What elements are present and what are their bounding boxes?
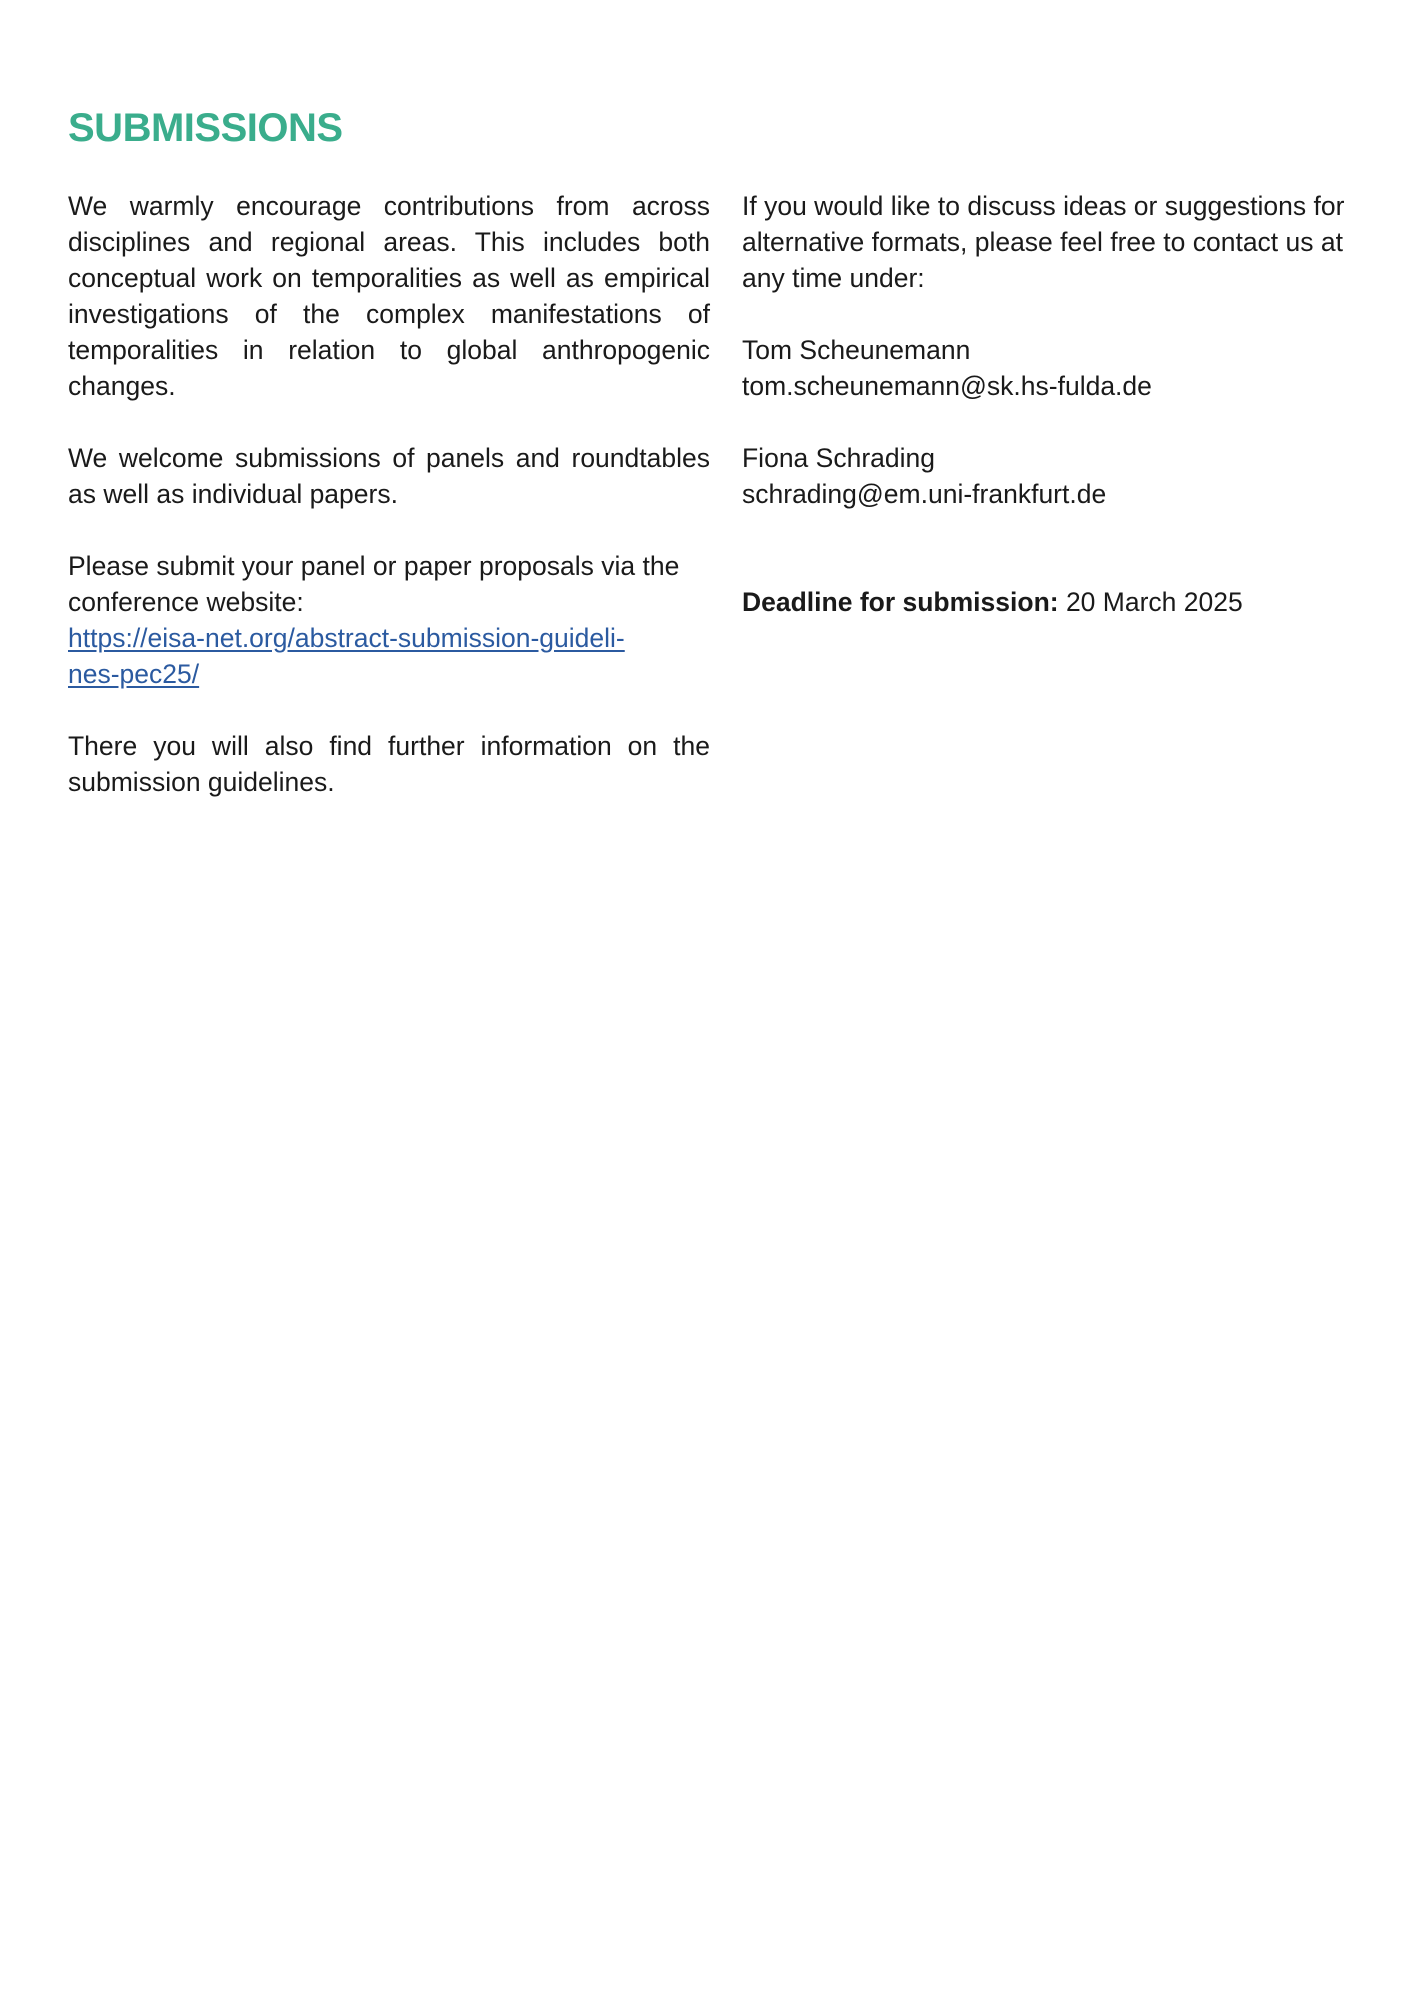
left-column — [68, 188, 710, 836]
contact-block-2 — [742, 440, 1362, 512]
link-line-1: https://eisa-net.org/abstract-submission-guideli- — [68, 623, 625, 653]
submission-instructions-text: Please submit your panel or paper proposals via the conference website: — [68, 551, 680, 617]
section-heading: SUBMISSIONS — [68, 106, 343, 150]
contact-name: Fiona Schrading — [742, 443, 935, 473]
submission-types-paragraph: We welcome submissions of panels and roundtables as well as individual papers. — [68, 443, 710, 509]
submission-guidelines-link[interactable] — [68, 620, 710, 692]
link-line-2: nes-pec25/ — [68, 659, 200, 689]
further-info-paragraph: There you will also find further information on the submission guidelines. — [68, 731, 710, 797]
deadline-line — [742, 584, 1362, 620]
contact-email[interactable]: tom.scheunemann@sk.hs-fulda.de — [742, 371, 1152, 401]
contact-intro-paragraph: If you would like to discuss ideas or suggestions for alternative formats, please feel free to contact us at any time under: — [742, 191, 1345, 293]
deadline-value: 20 March 2025 — [1058, 587, 1243, 617]
deadline-label: Deadline for submission: — [742, 587, 1059, 617]
contact-name: Tom Scheunemann — [742, 335, 971, 365]
intro-paragraph: We warmly encourage contributions from across disciplines and regional areas. This includes both conceptual work on temporalities as well as empirical investigations of the complex manifestations of temporalities in relation to global anthropogenic changes. — [68, 191, 710, 401]
submission-instructions — [68, 548, 710, 692]
right-column — [742, 188, 1362, 656]
contact-block-1 — [742, 332, 1362, 404]
contact-email[interactable]: schrading@em.uni-frankfurt.de — [742, 479, 1107, 509]
column-spacer — [742, 548, 1362, 584]
